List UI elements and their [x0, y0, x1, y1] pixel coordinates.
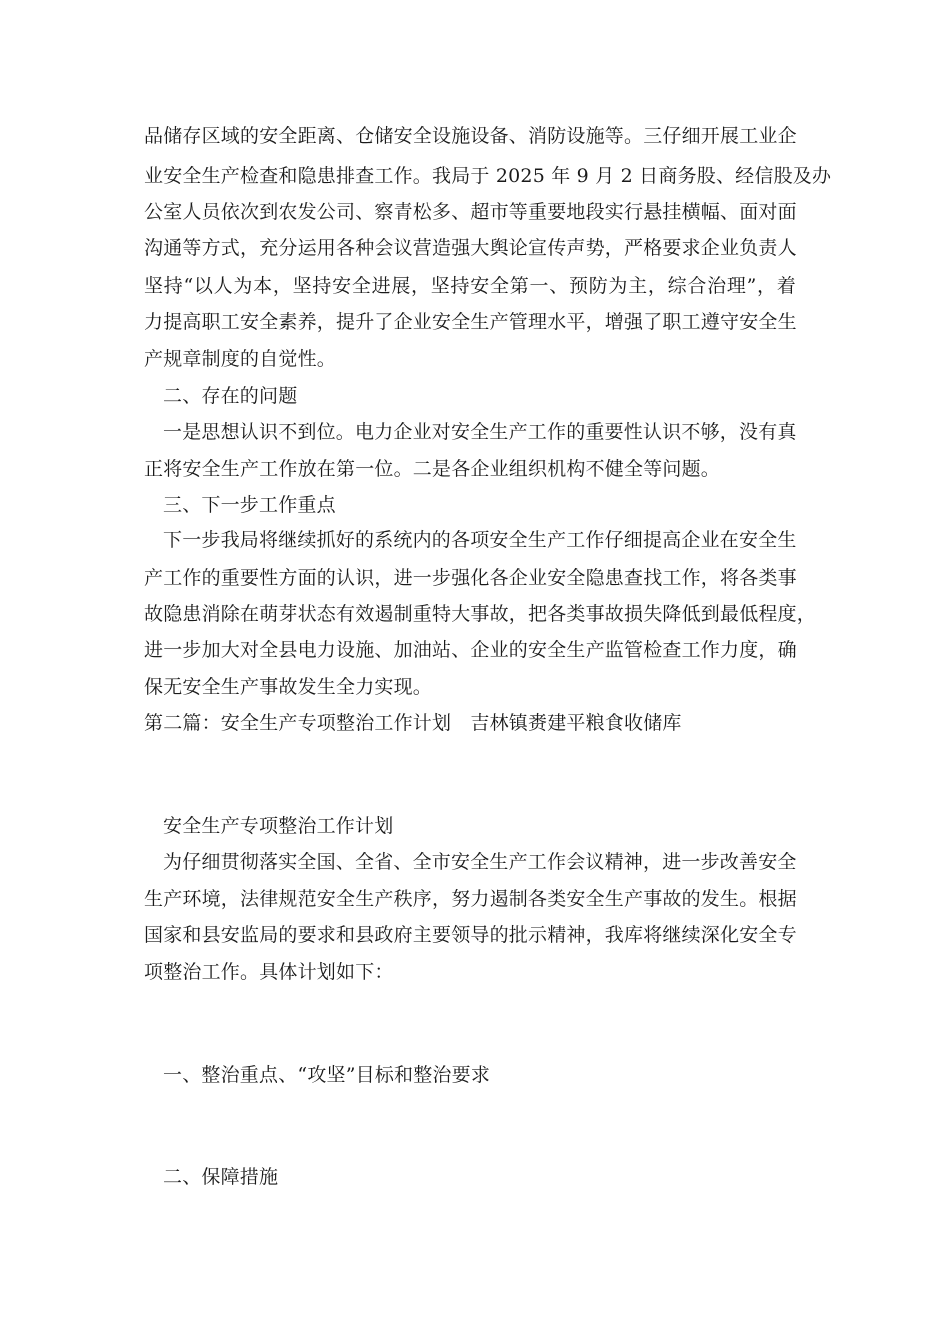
section-heading: 二、保障措施 [163, 1166, 279, 1188]
paragraph-line: 产规章制度的自觉性。 [144, 348, 337, 370]
paragraph-line: 进一步加大对全县电力设施、加油站、企业的安全生产监管检查工作力度，确 [144, 639, 797, 661]
paragraph-line: 生产环境，法律规范安全生产秩序，努力遏制各类安全生产事故的发生。根据 [144, 888, 797, 910]
section-heading: 一、整治重点、“攻坚”目标和整治要求 [163, 1064, 491, 1086]
plan-title: 安全生产专项整治工作计划 [163, 815, 394, 837]
chapter-title: 第二篇：安全生产专项整治工作计划 吉林镇赉建平粮食收储库 [144, 712, 682, 734]
paragraph-line: 正将安全生产工作放在第一位。二是各企业组织机构不健全等问题。 [144, 458, 721, 480]
paragraph-line: 保无安全生产事故发生全力实现。 [144, 676, 433, 698]
section-heading: 二、存在的问题 [163, 385, 298, 407]
section-heading: 三、下一步工作重点 [163, 494, 336, 516]
paragraph-line: 业安全生产检查和隐患排查工作。我局于 2025 年 9 月 2 日商务股、经信股及办 [144, 165, 832, 187]
paragraph-line: 国家和县安监局的要求和县政府主要领导的批示精神，我库将继续深化安全专 [144, 924, 797, 946]
paragraph-line: 下一步我局将继续抓好的系统内的各项安全生产工作仔细提高企业在安全生 [163, 529, 797, 551]
paragraph-line: 品储存区域的安全距离、仓储安全设施设备、消防设施等。三仔细开展工业企 [144, 125, 797, 147]
paragraph-line: 坚持“以人为本，坚持安全进展，坚持安全第一、预防为主，综合治理”，着 [144, 275, 796, 297]
paragraph-line: 故隐患消除在萌芽状态有效遏制重特大事故，把各类事故损失降低到最低程度， [144, 603, 817, 625]
paragraph-line: 产工作的重要性方面的认识，进一步强化各企业安全隐患查找工作，将各类事 [144, 567, 797, 589]
paragraph-line: 为仔细贯彻落实全国、全省、全市安全生产工作会议精神，进一步改善安全 [163, 851, 797, 873]
paragraph-line: 公室人员依次到农发公司、察青松多、超市等重要地段实行悬挂横幅、面对面 [144, 201, 797, 223]
paragraph-line: 沟通等方式，充分运用各种会议营造强大舆论宣传声势，严格要求企业负责人 [144, 237, 797, 259]
paragraph-line: 力提高职工安全素养，提升了企业安全生产管理水平，增强了职工遵守安全生 [144, 311, 797, 333]
paragraph-line: 一是思想认识不到位。电力企业对安全生产工作的重要性认识不够，没有真 [163, 421, 797, 443]
paragraph-line: 项整治工作。具体计划如下： [144, 961, 394, 983]
